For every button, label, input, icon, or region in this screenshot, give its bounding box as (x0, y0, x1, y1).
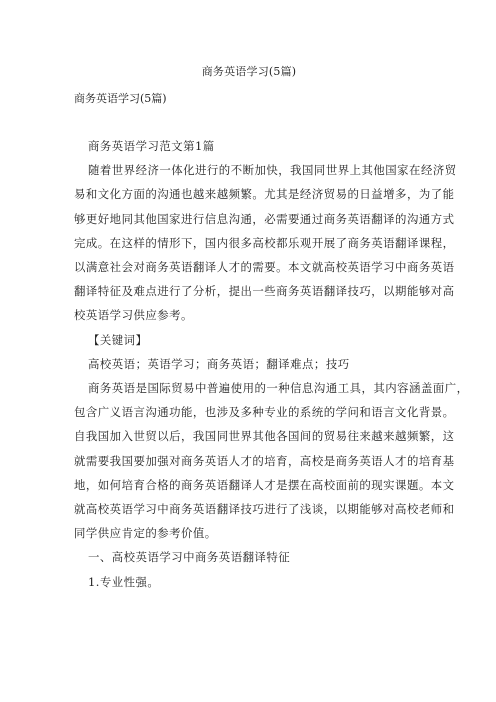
document-body (74, 134, 469, 594)
paragraph-line: 就高校英语学习中商务英语翻译技巧进行了浅谈，以期能够对高校老师和 (74, 502, 455, 517)
paragraph-line: 够更好地同其他国家进行信息沟通，必需要通过商务英语翻译的沟通方式 (74, 211, 455, 226)
section-heading: 一、高校英语学习中商务英语翻译特征 (88, 550, 291, 565)
paragraph-line: 随着世界经济一体化进行的不断加快，我国同世界上其他国家在经济贸 (88, 163, 457, 178)
paragraph-line: 完成。在这样的情形下，国内很多高校都乐观开展了商务英语翻译课程， (74, 235, 455, 250)
section-heading: 商务英语学习范文第1篇 (88, 139, 215, 153)
paragraph-line: 翻译特征及难点进行了分析，提出一些商务英语翻译技巧，以期能够对高 (74, 284, 455, 299)
paragraph-line: 包含广义语言沟通功能，也涉及多种专业的系统的学问和语言文化背景。 (74, 405, 455, 420)
document-subtitle: 商务英语学习(5篇) (74, 92, 167, 105)
paragraph-line: 以满意社会对商务英语翻译人才的需要。本文就高校英语学习中商务英语 (74, 260, 455, 275)
paragraph-line: 自我国加入世贸以后，我国同世界其他各国间的贸易往来越来越频繁，这 (74, 429, 455, 444)
paragraph-line: 就需要我国要加强对商务英语人才的培育，高校是商务英语人才的培育基 (74, 453, 455, 468)
paragraph-line: 校英语学习供应参考。 (74, 308, 193, 323)
document-title: 商务英语学习(5篇) (201, 65, 297, 78)
paragraph-line: 地，如何培育合格的商务英语翻译人才是摆在高校面前的现实课题。本文 (74, 477, 455, 492)
subsection-heading: 1.专业性强。 (88, 574, 160, 589)
paragraph-line: 易和文化方面的沟通也越来越频繁。尤其是经济贸易的日益增多，为了能 (74, 187, 455, 202)
keywords-line: 高校英语；英语学习；商务英语；翻译难点；技巧 (88, 356, 350, 371)
paragraph-line: 商务英语是国际贸易中普遍使用的一种信息沟通工具，其内容涵盖面广， (88, 381, 469, 396)
paragraph-line: 同学供应肯定的参考价值。 (74, 526, 217, 541)
keywords-heading: 【关键词】 (88, 332, 148, 347)
